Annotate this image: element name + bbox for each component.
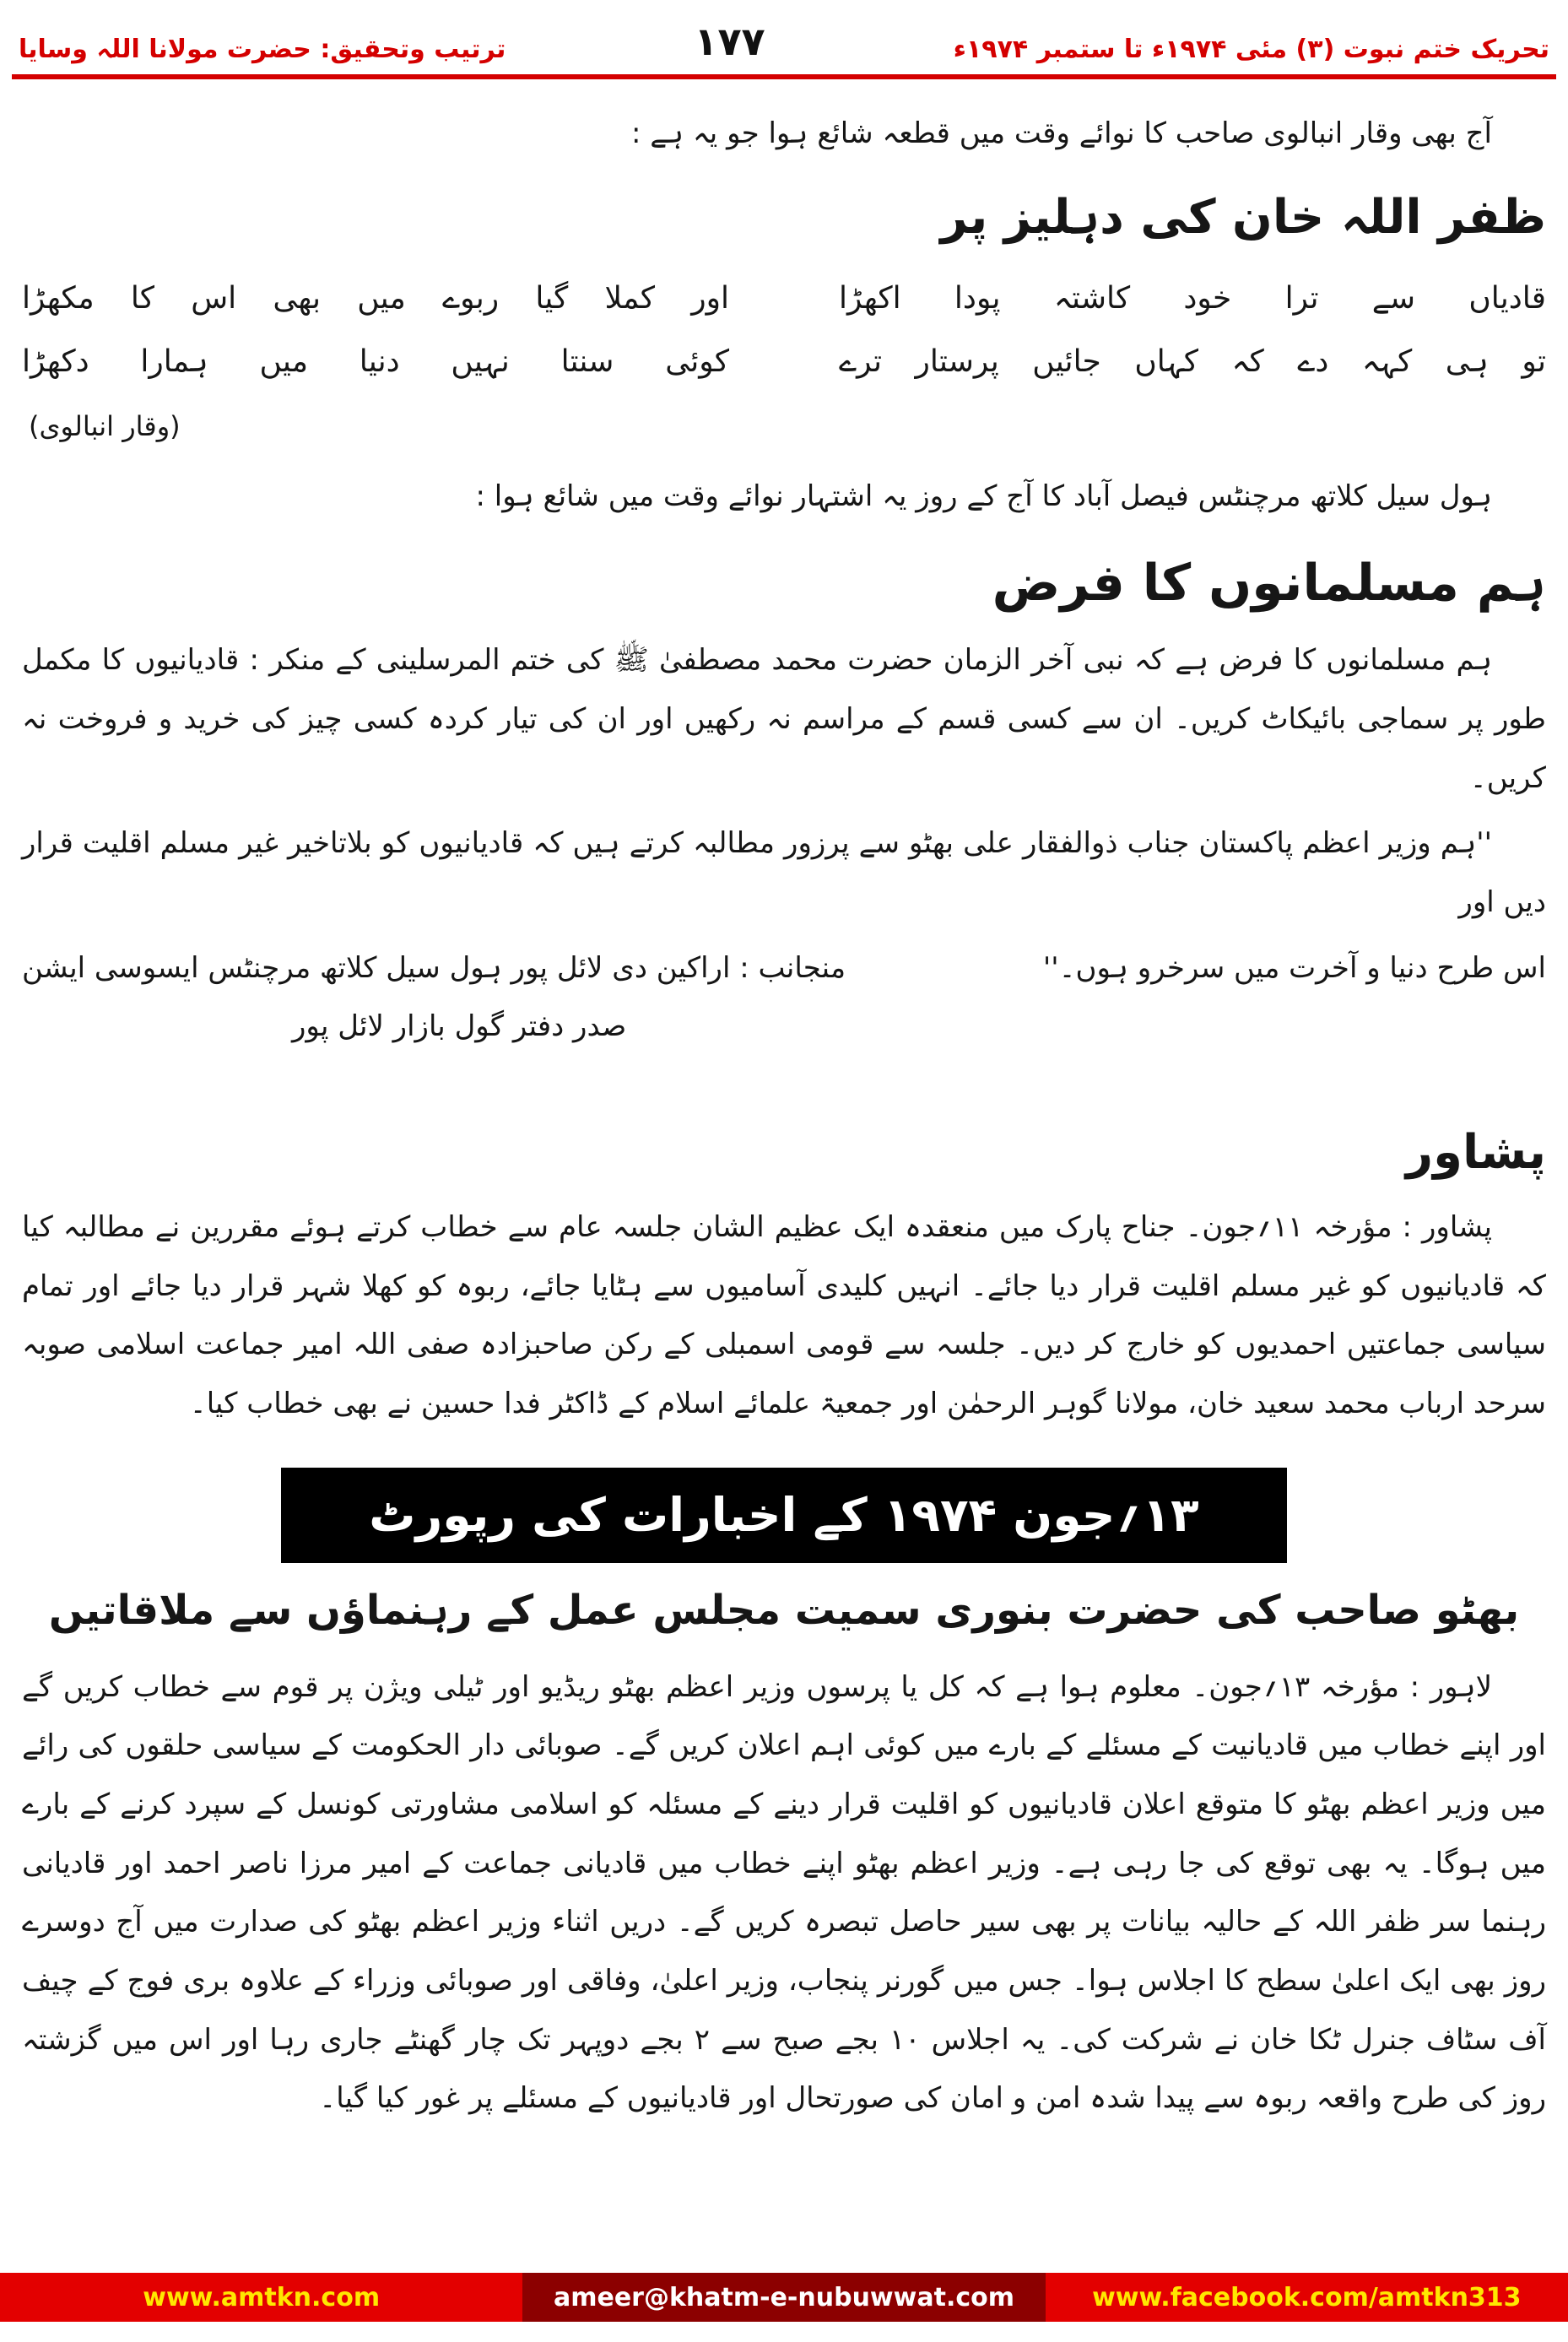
page-number: ۱۷۷ (694, 19, 765, 64)
demand-quote-paragraph: ''ہم وزیر اعظم پاکستان جناب ذوالفقار علی بھٹو سے پرزور مطالبہ کرتے ہیں کہ قادیانیوں کو بلاتاخیر غیر مسلم اقلیت قرار دیں اور (22, 826, 1546, 919)
from-line: منجانب : اراکین دی لائل پور ہول سیل کلاتھ مرچنٹس ایسوسی ایشن (22, 950, 846, 985)
footer-website-link[interactable]: www.amtkn.com (0, 2273, 522, 2322)
section-heading-muslim-duty: ہم مسلمانوں کا فرض (992, 554, 1546, 614)
advert-intro-paragraph: ہول سیل کلاتھ مرچنٹس فیصل آباد کا آج کے روز یہ اشتہار نوائے وقت میں شائع ہوا : (475, 479, 1492, 514)
poem (22, 263, 1546, 468)
page-content (0, 79, 1568, 2128)
poem-title: ظفر اللہ خان کی دہلیز پر (940, 189, 1546, 245)
verse-line: قادیاں سے ترا خود کاشتہ پودا اکھڑا (839, 280, 1546, 316)
intro-paragraph: آج بھی وقار انبالوی صاحب کا نوائے وقت میں قطعہ شائع ہوا جو یہ ہے : (630, 116, 1492, 150)
poem-attribution: (وقار انبالوی) (29, 409, 181, 442)
poem-verse (22, 330, 1546, 394)
verse-line: کوئی سنتا نہیں دنیا میں ہمارا دکھڑا (22, 344, 729, 380)
quote-close-row (22, 939, 1546, 998)
peshawar-paragraph: پشاور : مؤرخہ ۱۱؍جون۔ جناح پارک میں منعقدہ ایک عظیم الشان جلسہ عام سے خطاب کرتے ہوئے مقررین نے مطالبہ کیا کہ قادیانیوں کو غیر مسلم اقلیت قرار دیا جائے۔ انہیں کلیدی آسامیوں سے ہٹایا جائے، ربوہ کو کھلا شہر قرار دیا جائے اور تمام سیاسی جماعتیں احمدیوں کو خارج کر دیں۔ جلسہ سے قومی اسمبلی کے رکن صاحبزادہ صفی اللہ امیر جماعت اسلامی صوبہ سرحد ارباب محمد سعید خان، مولانا گوہر الرحمٰن اور جمعیۃ علمائے اسلام کے ڈاکٹر فدا حسین نے بھی خطاب کیا۔ (22, 1209, 1546, 1421)
office-address: صدر دفتر گول بازار لائل پور (292, 1009, 627, 1044)
report-banner: ۱۳؍جون ۱۹۷۴ کے اخبارات کی رپورٹ (281, 1468, 1287, 1563)
page-header (0, 0, 1568, 69)
poem-verse (22, 267, 1546, 331)
page-footer (0, 2273, 1568, 2322)
quote-tail-text: اس طرح دنیا و آخرت میں سرخرو ہوں۔'' (1042, 950, 1546, 985)
verse-line: تو ہی کہہ دے کہ کہاں جائیں پرستار ترے (839, 344, 1546, 380)
header-title-left: ترتیب وتحقیق: حضرت مولانا اللہ وسایا (19, 35, 506, 64)
duty-paragraph: ہم مسلمانوں کا فرض ہے کہ نبی آخر الزمان حضرت محمد مصطفیٰ ﷺ کی ختم المرسلینی کے منکر : قادیانیوں کا مکمل طور پر سماجی بائیکاٹ کریں۔ ان سے کسی قسم کے مراسم نہ رکھیں اور ان کی تیار کردہ کسی چیز کی خرید و فروخت نہ کریں۔ (22, 643, 1546, 795)
verse-line: اور کملا گیا ربوے میں بھی اس کا مکھڑا (22, 280, 729, 316)
header-title-right: تحریک ختم نبوت (۳) مئی ۱۹۷۴ء تا ستمبر ۱۹۷۴ء (953, 35, 1549, 64)
section-heading-peshawar: پشاور (1405, 1124, 1546, 1180)
footer-facebook-link[interactable]: www.facebook.com/amtkn313 (1046, 2273, 1568, 2322)
footer-email-link[interactable]: ameer@khatm-e-nubuwwat.com (522, 2273, 1045, 2322)
report-heading: بھٹو صاحب کی حضرت بنوری سمیت مجلس عمل کے رہنماؤں سے ملاقاتیں (48, 1586, 1520, 1634)
lahore-paragraph: لاہور : مؤرخہ ۱۳؍جون۔ معلوم ہوا ہے کہ کل یا پرسوں وزیر اعظم بھٹو ریڈیو اور ٹیلی ویژن پر قوم سے خطاب کریں گے اور اپنے خطاب میں قادیانیت کے مسئلے کے بارے میں کوئی اہم اعلان کریں گے۔ صوبائی دار الحکومت کے سیاسی حلقوں کی رائے میں وزیر اعظم بھٹو کا متوقع اعلان قادیانیوں کو اقلیت قرار دینے کے مسئلہ کو اسلامی مشاورتی کونسل کے سپرد کرنے کے بارے میں ہوگا۔ یہ بھی توقع کی جا رہی ہے۔ وزیر اعظم بھٹو اپنے خطاب میں قادیانی جماعت کے امیر مرزا ناصر احمد اور قادیانی رہنما سر ظفر اللہ کے حالیہ بیانات پر بھی سیر حاصل تبصرہ کریں گے۔ دریں اثناء وزیر اعظم بھٹو کی صدارت میں آج دوسرے روز بھی ایک اعلیٰ سطح کا اجلاس ہوا۔ جس میں گورنر پنجاب، وزیر اعلیٰ، وفاقی اور صوبائی وزراء کے علاوہ بری فوج کے چیف آف سٹاف جنرل ٹکا خان نے شرکت کی۔ یہ اجلاس ۱۰ بجے صبح سے ۲ بجے دوپہر تک چار گھنٹے جاری رہا اور اس میں گزشتہ روز کی طرح واقعہ ربوہ سے پیدا شدہ امن و امان کی صورتحال اور قادیانیوں کے مسئلے پر غور کیا گیا۔ (22, 1669, 1546, 2116)
